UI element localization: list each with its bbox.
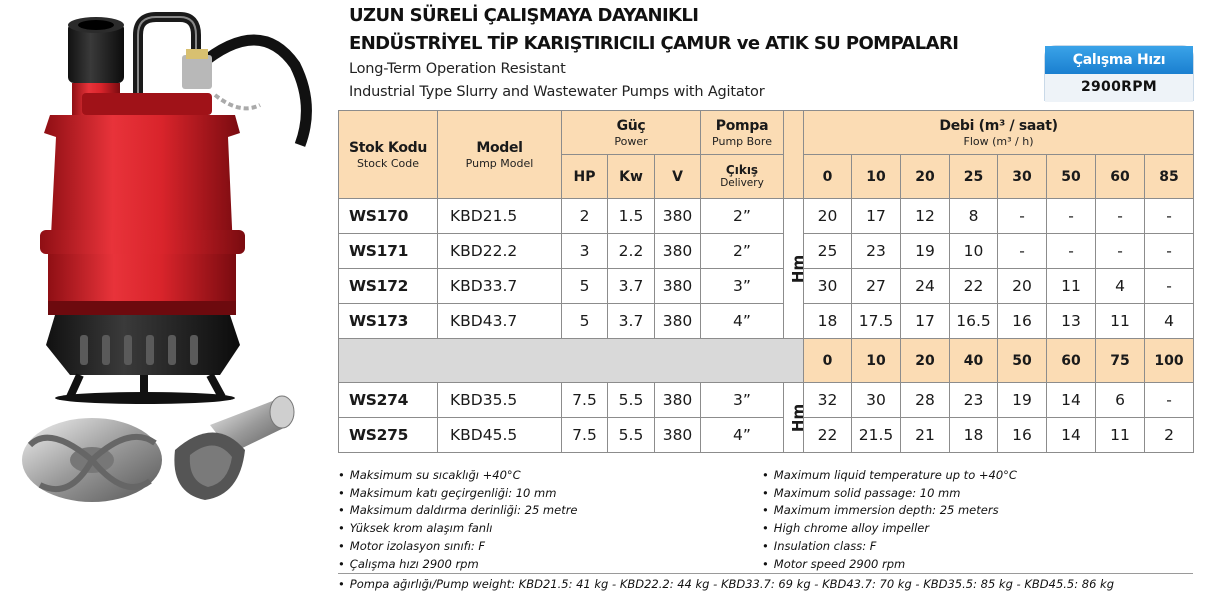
kw-header: Kw (608, 155, 655, 199)
bore-cell: 3” (701, 383, 784, 418)
flow-col-2-1: 10 (852, 339, 901, 383)
kw-cell: 1.5 (608, 199, 655, 234)
delivery-header (701, 155, 784, 199)
head-cell: 6 (1096, 383, 1145, 418)
note-item: • Maximum liquid temperature up to +40°C (762, 467, 1017, 485)
notes-divider (338, 573, 1193, 574)
bore-cell: 2” (701, 234, 784, 269)
head-cell: - (1145, 269, 1194, 304)
hp-cell: 7.5 (562, 383, 608, 418)
chain (215, 95, 260, 108)
head-cell: 13 (1047, 304, 1096, 339)
hp-cell: 5 (562, 269, 608, 304)
head-cell: 21 (901, 418, 950, 453)
flow-header-row-2 (339, 339, 1194, 383)
delivery-header-en: Delivery (720, 177, 764, 189)
flow-header-tr: Debi (m³ / saat) (939, 117, 1058, 134)
flow-col-5: 50 (1047, 155, 1096, 199)
stock-code-cell: WS173 (339, 304, 438, 339)
bore-cell: 3” (701, 269, 784, 304)
weight-note: • Pompa ağırlığı/Pump weight: KBD21.5: 41 kg - KBD22.2: 44 kg - KBD33.7: 69 kg - KBD43.7: 70 kg - KBD35.5: 85 kg - KBD45.5: 86 kg (338, 577, 1114, 591)
model-cell: KBD35.5 (438, 383, 562, 418)
note-item: • Maksimum daldırma derinliği: 25 metre (338, 502, 578, 520)
volt-header: V (655, 155, 701, 199)
head-cell: 32 (804, 383, 852, 418)
stock-code-header-tr: Stok Kodu (348, 139, 428, 156)
note-item: • Maximum immersion depth: 25 meters (762, 502, 1017, 520)
table-row (339, 269, 1194, 304)
model-header (438, 111, 562, 199)
head-cell: 10 (950, 234, 998, 269)
flow-col-2-5: 60 (1047, 339, 1096, 383)
page-subtitle-en-line1: Long-Term Operation Resistant (349, 61, 566, 77)
head-cell: 4 (1145, 304, 1194, 339)
table-row (339, 383, 1194, 418)
flow-col-2: 20 (901, 155, 950, 199)
kw-cell: 2.2 (608, 234, 655, 269)
pump-product-image (10, 5, 330, 525)
page-subtitle-en-line2: Industrial Type Slurry and Wastewater Pumps with Agitator (349, 84, 765, 100)
head-cell: 30 (852, 383, 901, 418)
stock-code-cell: WS172 (339, 269, 438, 304)
head-cell: - (1096, 199, 1145, 234)
head-cell: 14 (1047, 383, 1096, 418)
head-cell: 19 (998, 383, 1047, 418)
table-row (339, 304, 1194, 339)
stock-code-header-en: Stock Code (356, 156, 420, 170)
head-cell: - (1145, 383, 1194, 418)
head-cell: 27 (852, 269, 901, 304)
head-cell: 21.5 (852, 418, 901, 453)
hp-header: HP (562, 155, 608, 199)
head-cell: 16 (998, 304, 1047, 339)
stock-code-cell: WS171 (339, 234, 438, 269)
model-cell: KBD22.2 (438, 234, 562, 269)
head-cell: 17 (852, 199, 901, 234)
flow-col-2-7: 100 (1145, 339, 1194, 383)
bore-cell: 2” (701, 199, 784, 234)
hm-header-blank (784, 111, 804, 199)
hm-label-text: Hm (789, 254, 808, 283)
notes-list-tr (338, 467, 578, 573)
flow-col-2-2: 20 (901, 339, 950, 383)
head-cell: 17.5 (852, 304, 901, 339)
hp-cell: 3 (562, 234, 608, 269)
note-item: • Yüksek krom alaşım fanlı (338, 520, 578, 538)
head-cell: 22 (804, 418, 852, 453)
speed-badge-label: Çalışma Hızı (1045, 46, 1193, 74)
bore-cell: 4” (701, 418, 784, 453)
head-cell: - (1145, 199, 1194, 234)
head-cell: - (998, 234, 1047, 269)
hp-cell: 7.5 (562, 418, 608, 453)
separator-band (339, 339, 804, 383)
volt-cell: 380 (655, 234, 701, 269)
notes-list-en (762, 467, 1017, 573)
note-item: • Maksimum katı geçirgenliği: 10 mm (338, 485, 578, 503)
head-cell: 17 (901, 304, 950, 339)
flow-col-4: 30 (998, 155, 1047, 199)
head-cell: 23 (950, 383, 998, 418)
hm-label-group2 (784, 383, 808, 453)
note-item: • Motor izolasyon sınıfı: F (338, 538, 578, 556)
head-cell: - (998, 199, 1047, 234)
kw-cell: 3.7 (608, 269, 655, 304)
note-item: • Motor speed 2900 rpm (762, 556, 1017, 574)
stock-code-cell: WS275 (339, 418, 438, 453)
note-item: • Insulation class: F (762, 538, 1017, 556)
head-cell: 11 (1096, 304, 1145, 339)
head-cell: 18 (804, 304, 852, 339)
kw-cell: 5.5 (608, 418, 655, 453)
motor-housing (40, 93, 245, 315)
flow-col-0: 0 (804, 155, 852, 199)
strainer-base (46, 315, 240, 404)
note-item: • Çalışma hızı 2900 rpm (338, 556, 578, 574)
head-cell: 11 (1096, 418, 1145, 453)
head-cell: 19 (901, 234, 950, 269)
spec-table (338, 110, 1194, 453)
flow-col-2-3: 40 (950, 339, 998, 383)
impeller-part (22, 418, 162, 502)
flow-col-1: 10 (852, 155, 901, 199)
speed-badge (1044, 45, 1194, 101)
head-cell: 20 (804, 199, 852, 234)
head-cell: 22 (950, 269, 998, 304)
flow-col-2-0: 0 (804, 339, 852, 383)
stock-code-header (339, 111, 438, 199)
volt-cell: 380 (655, 304, 701, 339)
stock-code-cell: WS170 (339, 199, 438, 234)
flow-col-2-6: 75 (1096, 339, 1145, 383)
model-cell: KBD43.7 (438, 304, 562, 339)
hm-label-group1 (784, 199, 808, 339)
power-header-tr: Güç (616, 117, 646, 134)
power-header (562, 111, 701, 155)
volt-cell: 380 (655, 383, 701, 418)
model-header-en: Pump Model (465, 156, 534, 170)
bore-cell: 4” (701, 304, 784, 339)
model-cell: KBD33.7 (438, 269, 562, 304)
model-cell: KBD45.5 (438, 418, 562, 453)
kw-cell: 3.7 (608, 304, 655, 339)
flow-col-3: 25 (950, 155, 998, 199)
flow-header (804, 111, 1194, 155)
delivery-header-tr: Çıkış (725, 163, 759, 177)
head-cell: - (1096, 234, 1145, 269)
bore-header (701, 111, 784, 155)
kw-cell: 5.5 (608, 383, 655, 418)
note-item: • Maksimum su sıcaklığı +40°C (338, 467, 578, 485)
head-cell: 16 (998, 418, 1047, 453)
page-title-tr-line1: UZUN SÜRELİ ÇALIŞMAYA DAYANIKLI (349, 5, 699, 26)
head-cell: 8 (950, 199, 998, 234)
head-cell: 2 (1145, 418, 1194, 453)
table-row (339, 418, 1194, 453)
power-header-en: Power (614, 134, 648, 148)
head-cell: 16.5 (950, 304, 998, 339)
head-cell: 18 (950, 418, 998, 453)
flow-col-6: 60 (1096, 155, 1145, 199)
bore-header-tr: Pompa (715, 117, 769, 134)
bore-header-en: Pump Bore (712, 134, 772, 148)
head-cell: - (1047, 199, 1096, 234)
stock-code-cell: WS274 (339, 383, 438, 418)
flow-header-en: Flow (m³ / h) (963, 134, 1034, 148)
model-header-tr: Model (476, 139, 523, 156)
head-cell: 28 (901, 383, 950, 418)
head-cell: 12 (901, 199, 950, 234)
table-row (339, 234, 1194, 269)
note-item: • High chrome alloy impeller (762, 520, 1017, 538)
head-cell: 20 (998, 269, 1047, 304)
model-cell: KBD21.5 (438, 199, 562, 234)
hp-cell: 5 (562, 304, 608, 339)
volt-cell: 380 (655, 418, 701, 453)
hm-label-text: Hm (789, 403, 808, 432)
head-cell: 23 (852, 234, 901, 269)
head-cell: - (1047, 234, 1096, 269)
hp-cell: 2 (562, 199, 608, 234)
head-cell: 11 (1047, 269, 1096, 304)
volt-cell: 380 (655, 269, 701, 304)
head-cell: 25 (804, 234, 852, 269)
head-cell: - (1145, 234, 1194, 269)
flow-col-7: 85 (1145, 155, 1194, 199)
flow-col-2-4: 50 (998, 339, 1047, 383)
table-row (339, 199, 1194, 234)
agitator-part (174, 396, 294, 500)
note-item: • Maximum solid passage: 10 mm (762, 485, 1017, 503)
head-cell: 24 (901, 269, 950, 304)
volt-cell: 380 (655, 199, 701, 234)
page-title-tr-line2: ENDÜSTRİYEL TİP KARIŞTIRICILI ÇAMUR ve ATIK SU POMPALARI (349, 33, 959, 54)
head-cell: 4 (1096, 269, 1145, 304)
head-cell: 14 (1047, 418, 1096, 453)
speed-badge-value: 2900RPM (1045, 74, 1193, 102)
head-cell: 30 (804, 269, 852, 304)
